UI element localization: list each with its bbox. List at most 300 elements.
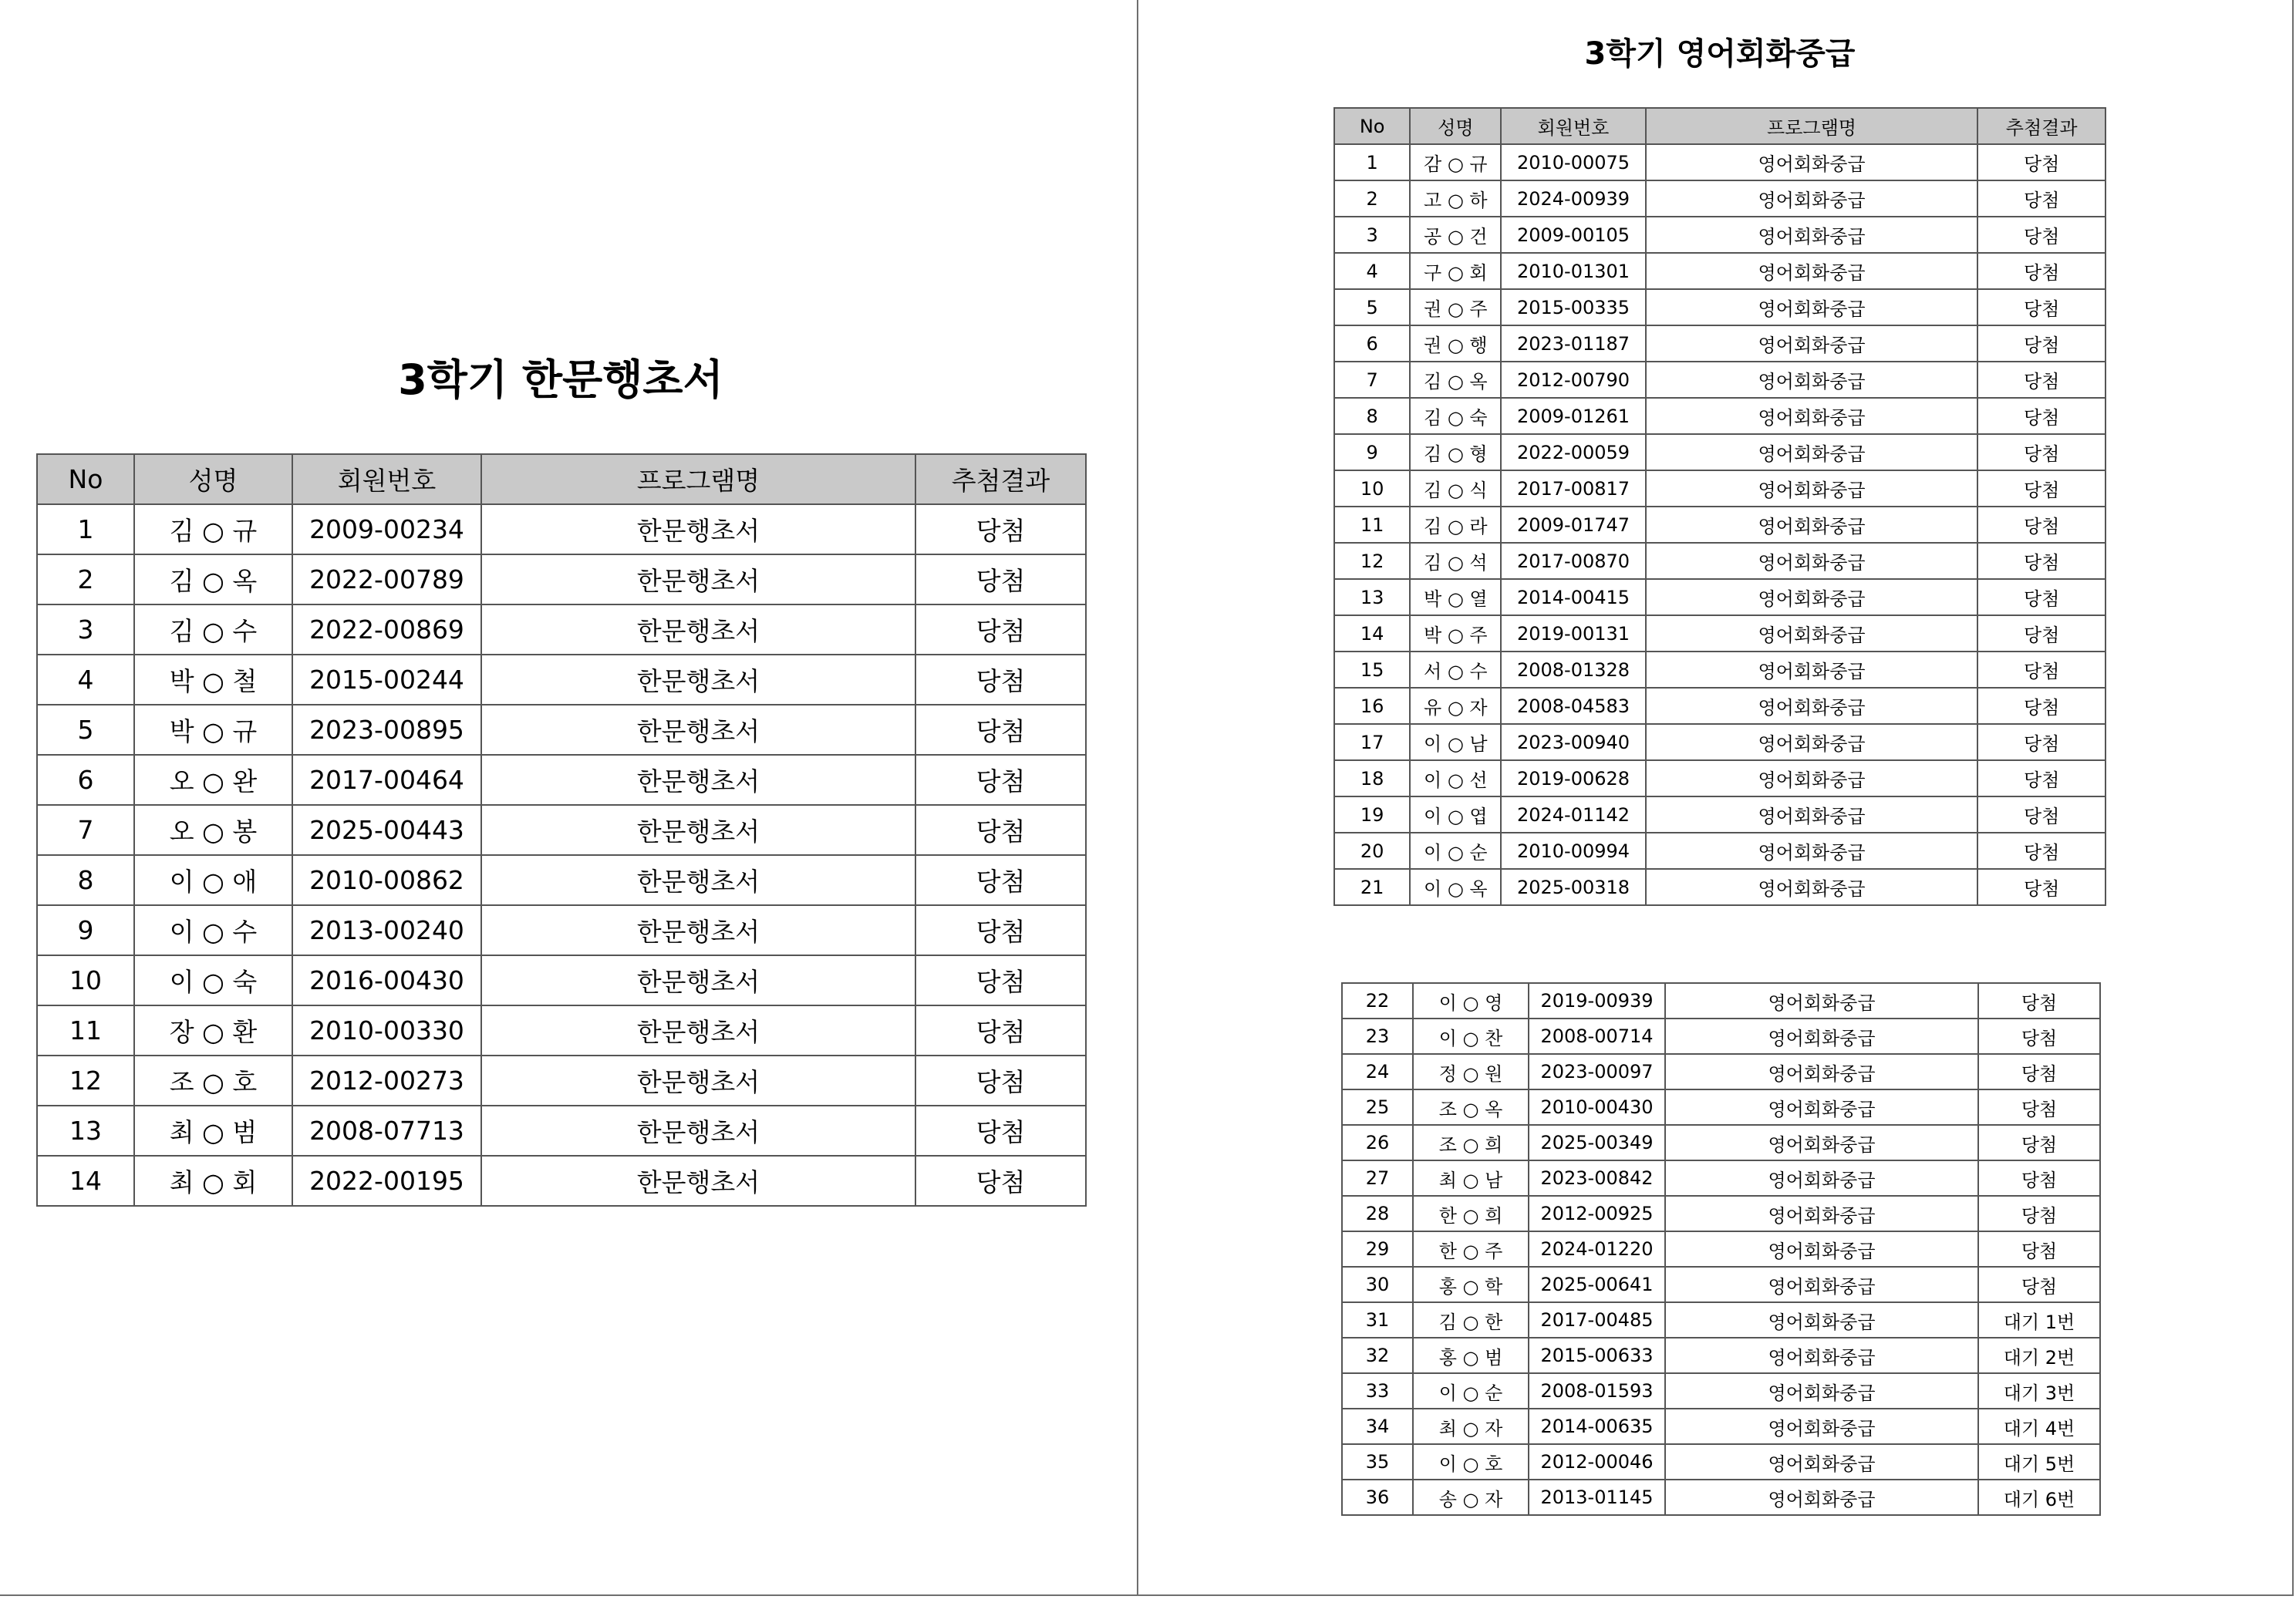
- cell-program: 영어회화중급: [1646, 833, 1978, 869]
- cell-program: 영어회화중급: [1665, 1054, 1978, 1089]
- column-header-result: 추첨결과: [915, 454, 1086, 504]
- cell-program: 한문행초서: [481, 905, 915, 955]
- cell-program: 영어회화중급: [1646, 507, 1978, 543]
- cell-result: 당첨: [1977, 398, 2106, 434]
- cell-member-id: 2008-04583: [1501, 688, 1645, 724]
- cell-result: 당첨: [915, 1005, 1086, 1056]
- cell-program: 영어회화중급: [1646, 579, 1978, 615]
- cell-name: 조 ○ 옥: [1413, 1089, 1529, 1125]
- cell-member-id: 2016-00430: [292, 955, 481, 1005]
- cell-no: 21: [1334, 869, 1410, 905]
- cell-result: 당첨: [1977, 688, 2106, 724]
- cell-no: 13: [37, 1106, 134, 1156]
- cell-name: 유 ○ 자: [1410, 688, 1501, 724]
- cell-program: 영어회화중급: [1646, 760, 1978, 796]
- cell-name: 이 ○ 옥: [1410, 869, 1501, 905]
- cell-result: 당첨: [1977, 760, 2106, 796]
- cell-no: 22: [1342, 983, 1413, 1019]
- cell-name: 고 ○ 하: [1410, 180, 1501, 217]
- cell-program: 영어회화중급: [1646, 796, 1978, 833]
- table-row: [1342, 983, 2100, 1019]
- cell-no: 27: [1342, 1160, 1413, 1196]
- cell-result: 당첨: [915, 554, 1086, 604]
- cell-result: 당첨: [1977, 180, 2106, 217]
- cell-no: 9: [37, 905, 134, 955]
- cell-no: 4: [1334, 253, 1410, 289]
- table-row: [37, 604, 1086, 655]
- cell-result: 당첨: [915, 504, 1086, 554]
- cell-no: 31: [1342, 1302, 1413, 1338]
- cell-program: 영어회화중급: [1665, 1267, 1978, 1302]
- cell-no: 15: [1334, 652, 1410, 688]
- column-header-member-id: 회원번호: [1501, 108, 1645, 144]
- cell-no: 12: [1334, 543, 1410, 579]
- table-row: [1334, 760, 2106, 796]
- cell-program: 영어회화중급: [1646, 543, 1978, 579]
- cell-program: 영어회화중급: [1646, 217, 1978, 253]
- cell-no: 19: [1334, 796, 1410, 833]
- cell-member-id: 2019-00939: [1529, 983, 1665, 1019]
- cell-member-id: 2009-01747: [1501, 507, 1645, 543]
- table-row: [1334, 724, 2106, 760]
- cell-program: 영어회화중급: [1646, 869, 1978, 905]
- left-page-title: 3학기 한문행초서: [398, 355, 723, 404]
- table-row: [37, 905, 1086, 955]
- cell-member-id: 2010-00862: [292, 855, 481, 905]
- table-row: [1334, 144, 2106, 180]
- cell-no: 17: [1334, 724, 1410, 760]
- table-row: [1342, 1409, 2100, 1444]
- cell-result: 당첨: [1977, 869, 2106, 905]
- cell-program: 한문행초서: [481, 955, 915, 1005]
- table-row: [1334, 253, 2106, 289]
- cell-name: 이 ○ 찬: [1413, 1019, 1529, 1054]
- cell-no: 1: [1334, 144, 1410, 180]
- cell-no: 24: [1342, 1054, 1413, 1089]
- cell-result: 당첨: [915, 705, 1086, 755]
- cell-result: 당첨: [1977, 652, 2106, 688]
- cell-result: 대기 3번: [1978, 1373, 2100, 1409]
- cell-program: 영어회화중급: [1646, 253, 1978, 289]
- cell-member-id: 2017-00485: [1529, 1302, 1665, 1338]
- cell-member-id: 2009-00234: [292, 504, 481, 554]
- cell-member-id: 2010-00994: [1501, 833, 1645, 869]
- cell-result: 당첨: [1978, 1054, 2100, 1089]
- table-row: [1334, 869, 2106, 905]
- cell-no: 9: [1334, 434, 1410, 470]
- cell-name: 홍 ○ 범: [1413, 1338, 1529, 1373]
- cell-result: 당첨: [915, 1056, 1086, 1106]
- right-page-title: 3학기 영어회화중급: [1584, 36, 1856, 72]
- column-header-no: No: [1334, 108, 1410, 144]
- cell-no: 36: [1342, 1480, 1413, 1515]
- cell-result: 당첨: [1977, 253, 2106, 289]
- cell-result: 당첨: [915, 755, 1086, 805]
- cell-member-id: 2012-00046: [1529, 1444, 1665, 1480]
- cell-member-id: 2023-01187: [1501, 325, 1645, 362]
- cell-name: 이 ○ 숙: [134, 955, 292, 1005]
- cell-name: 이 ○ 순: [1410, 833, 1501, 869]
- cell-no: 29: [1342, 1231, 1413, 1267]
- table-row: [1334, 470, 2106, 507]
- table-row: [1334, 362, 2106, 398]
- table-row: [1342, 1019, 2100, 1054]
- table-body: [1334, 144, 2106, 905]
- cell-member-id: 2025-00443: [292, 805, 481, 855]
- cell-program: 영어회화중급: [1665, 1125, 1978, 1160]
- cell-name: 박 ○ 철: [134, 655, 292, 705]
- cell-result: 당첨: [915, 1156, 1086, 1206]
- cell-no: 25: [1342, 1089, 1413, 1125]
- right-results-table-part2: [1341, 982, 2101, 1516]
- cell-member-id: 2013-01145: [1529, 1480, 1665, 1515]
- cell-result: 당첨: [1977, 217, 2106, 253]
- cell-result: 대기 6번: [1978, 1480, 2100, 1515]
- table-row: [37, 805, 1086, 855]
- cell-name: 이 ○ 엽: [1410, 796, 1501, 833]
- cell-no: 26: [1342, 1125, 1413, 1160]
- cell-result: 당첨: [1977, 362, 2106, 398]
- cell-program: 영어회화중급: [1665, 1089, 1978, 1125]
- table-row: [1334, 652, 2106, 688]
- cell-no: 1: [37, 504, 134, 554]
- cell-no: 11: [37, 1005, 134, 1056]
- table-row: [1334, 688, 2106, 724]
- cell-name: 이 ○ 호: [1413, 1444, 1529, 1480]
- cell-name: 이 ○ 영: [1413, 983, 1529, 1019]
- table-row: [37, 554, 1086, 604]
- cell-name: 김 ○ 옥: [1410, 362, 1501, 398]
- cell-no: 14: [37, 1156, 134, 1206]
- cell-name: 조 ○ 호: [134, 1056, 292, 1106]
- cell-member-id: 2009-00105: [1501, 217, 1645, 253]
- cell-no: 2: [37, 554, 134, 604]
- cell-name: 이 ○ 애: [134, 855, 292, 905]
- cell-name: 이 ○ 선: [1410, 760, 1501, 796]
- table-row: [1334, 180, 2106, 217]
- cell-name: 한 ○ 주: [1413, 1231, 1529, 1267]
- cell-result: 당첨: [1977, 833, 2106, 869]
- cell-no: 3: [1334, 217, 1410, 253]
- cell-no: 4: [37, 655, 134, 705]
- cell-program: 영어회화중급: [1665, 1480, 1978, 1515]
- cell-result: 당첨: [1978, 1019, 2100, 1054]
- cell-program: 영어회화중급: [1665, 1409, 1978, 1444]
- cell-name: 최 ○ 회: [134, 1156, 292, 1206]
- column-header-name: 성명: [134, 454, 292, 504]
- cell-program: 한문행초서: [481, 855, 915, 905]
- cell-no: 12: [37, 1056, 134, 1106]
- cell-program: 영어회화중급: [1665, 1196, 1978, 1231]
- cell-no: 8: [37, 855, 134, 905]
- cell-program: 영어회화중급: [1665, 1302, 1978, 1338]
- cell-member-id: 2019-00628: [1501, 760, 1645, 796]
- cell-name: 조 ○ 희: [1413, 1125, 1529, 1160]
- cell-no: 7: [37, 805, 134, 855]
- cell-name: 박 ○ 주: [1410, 615, 1501, 652]
- cell-member-id: 2025-00349: [1529, 1125, 1665, 1160]
- table-row: [1342, 1231, 2100, 1267]
- cell-member-id: 2017-00464: [292, 755, 481, 805]
- cell-program: 영어회화중급: [1665, 1160, 1978, 1196]
- cell-no: 20: [1334, 833, 1410, 869]
- table-row: [37, 1156, 1086, 1206]
- cell-result: 당첨: [1977, 543, 2106, 579]
- table-row: [1342, 1444, 2100, 1480]
- cell-no: 34: [1342, 1409, 1413, 1444]
- cell-result: 당첨: [1977, 325, 2106, 362]
- cell-program: 영어회화중급: [1665, 1231, 1978, 1267]
- cell-member-id: 2017-00870: [1501, 543, 1645, 579]
- cell-program: 영어회화중급: [1646, 180, 1978, 217]
- cell-result: 당첨: [915, 905, 1086, 955]
- cell-result: 당첨: [1977, 796, 2106, 833]
- header-row: [37, 454, 1086, 504]
- table-row: [37, 1106, 1086, 1156]
- cell-program: 영어회화중급: [1646, 398, 1978, 434]
- cell-name: 김 ○ 한: [1413, 1302, 1529, 1338]
- cell-result: 당첨: [1978, 1231, 2100, 1267]
- cell-name: 권 ○ 주: [1410, 289, 1501, 325]
- cell-member-id: 2015-00244: [292, 655, 481, 705]
- cell-member-id: 2023-00842: [1529, 1160, 1665, 1196]
- cell-program: 영어회화중급: [1646, 289, 1978, 325]
- cell-no: 3: [37, 604, 134, 655]
- cell-member-id: 2024-01220: [1529, 1231, 1665, 1267]
- cell-member-id: 2012-00790: [1501, 362, 1645, 398]
- cell-name: 김 ○ 석: [1410, 543, 1501, 579]
- cell-program: 영어회화중급: [1665, 1019, 1978, 1054]
- cell-no: 10: [37, 955, 134, 1005]
- cell-name: 최 ○ 남: [1413, 1160, 1529, 1196]
- cell-member-id: 2022-00869: [292, 604, 481, 655]
- cell-result: 당첨: [915, 955, 1086, 1005]
- cell-program: 영어회화중급: [1646, 362, 1978, 398]
- table-row: [1342, 1125, 2100, 1160]
- cell-program: 영어회화중급: [1646, 325, 1978, 362]
- cell-name: 장 ○ 환: [134, 1005, 292, 1056]
- table-row: [37, 855, 1086, 905]
- cell-no: 5: [1334, 289, 1410, 325]
- cell-no: 18: [1334, 760, 1410, 796]
- cell-name: 김 ○ 숙: [1410, 398, 1501, 434]
- cell-member-id: 2024-01142: [1501, 796, 1645, 833]
- cell-member-id: 2014-00415: [1501, 579, 1645, 615]
- cell-member-id: 2025-00641: [1529, 1267, 1665, 1302]
- cell-name: 홍 ○ 학: [1413, 1267, 1529, 1302]
- cell-no: 10: [1334, 470, 1410, 507]
- cell-name: 이 ○ 순: [1413, 1373, 1529, 1409]
- cell-no: 11: [1334, 507, 1410, 543]
- table-row: [1334, 507, 2106, 543]
- cell-no: 8: [1334, 398, 1410, 434]
- cell-no: 13: [1334, 579, 1410, 615]
- cell-result: 당첨: [915, 855, 1086, 905]
- cell-result: 당첨: [915, 655, 1086, 705]
- cell-member-id: 2022-00195: [292, 1156, 481, 1206]
- cell-result: 당첨: [1978, 1125, 2100, 1160]
- cell-name: 서 ○ 수: [1410, 652, 1501, 688]
- table-row: [37, 1005, 1086, 1056]
- cell-result: 당첨: [915, 604, 1086, 655]
- table-body: [37, 504, 1086, 1206]
- table-row: [1334, 434, 2106, 470]
- cell-member-id: 2015-00335: [1501, 289, 1645, 325]
- cell-program: 영어회화중급: [1665, 983, 1978, 1019]
- cell-member-id: 2008-01593: [1529, 1373, 1665, 1409]
- cell-program: 한문행초서: [481, 705, 915, 755]
- cell-program: 한문행초서: [481, 1005, 915, 1056]
- cell-program: 영어회화중급: [1665, 1444, 1978, 1480]
- table-row: [1342, 1196, 2100, 1231]
- cell-result: 당첨: [1978, 1089, 2100, 1125]
- cell-member-id: 2012-00273: [292, 1056, 481, 1106]
- right-results-table-part1: [1333, 107, 2106, 906]
- cell-result: 당첨: [1977, 434, 2106, 470]
- cell-no: 2: [1334, 180, 1410, 217]
- cell-result: 당첨: [915, 1106, 1086, 1156]
- cell-program: 한문행초서: [481, 805, 915, 855]
- cell-name: 오 ○ 완: [134, 755, 292, 805]
- cell-name: 정 ○ 원: [1413, 1054, 1529, 1089]
- column-header-program: 프로그램명: [1646, 108, 1978, 144]
- cell-program: 영어회화중급: [1665, 1338, 1978, 1373]
- cell-program: 영어회화중급: [1646, 615, 1978, 652]
- cell-no: 5: [37, 705, 134, 755]
- cell-no: 35: [1342, 1444, 1413, 1480]
- cell-no: 30: [1342, 1267, 1413, 1302]
- table-body: [1342, 983, 2100, 1515]
- cell-member-id: 2023-00097: [1529, 1054, 1665, 1089]
- cell-member-id: 2010-00430: [1529, 1089, 1665, 1125]
- table-row: [1342, 1373, 2100, 1409]
- column-header-member-id: 회원번호: [292, 454, 481, 504]
- cell-member-id: 2015-00633: [1529, 1338, 1665, 1373]
- cell-program: 영어회화중급: [1646, 724, 1978, 760]
- cell-name: 오 ○ 봉: [134, 805, 292, 855]
- cell-result: 당첨: [1977, 289, 2106, 325]
- cell-result: 당첨: [915, 805, 1086, 855]
- table-row: [37, 755, 1086, 805]
- header-row: [1334, 108, 2106, 144]
- table-row: [1334, 796, 2106, 833]
- cell-program: 한문행초서: [481, 655, 915, 705]
- cell-name: 김 ○ 수: [134, 604, 292, 655]
- cell-name: 감 ○ 규: [1410, 144, 1501, 180]
- cell-name: 김 ○ 규: [134, 504, 292, 554]
- cell-program: 한문행초서: [481, 1056, 915, 1106]
- cell-member-id: 2010-00075: [1501, 144, 1645, 180]
- cell-program: 한문행초서: [481, 554, 915, 604]
- cell-program: 영어회화중급: [1646, 470, 1978, 507]
- cell-program: 한문행초서: [481, 1156, 915, 1206]
- cell-member-id: 2019-00131: [1501, 615, 1645, 652]
- column-header-result: 추첨결과: [1977, 108, 2106, 144]
- cell-member-id: 2010-00330: [292, 1005, 481, 1056]
- cell-no: 7: [1334, 362, 1410, 398]
- table-row: [1334, 579, 2106, 615]
- cell-member-id: 2023-00940: [1501, 724, 1645, 760]
- cell-no: 33: [1342, 1373, 1413, 1409]
- cell-program: 한문행초서: [481, 504, 915, 554]
- cell-member-id: 2022-00789: [292, 554, 481, 604]
- cell-result: 대기 4번: [1978, 1409, 2100, 1444]
- cell-result: 당첨: [1977, 507, 2106, 543]
- cell-program: 영어회화중급: [1646, 688, 1978, 724]
- cell-program: 영어회화중급: [1646, 144, 1978, 180]
- table-row: [37, 1056, 1086, 1106]
- cell-result: 당첨: [1977, 144, 2106, 180]
- table-row: [1342, 1089, 2100, 1125]
- cell-no: 16: [1334, 688, 1410, 724]
- table-row: [1334, 289, 2106, 325]
- cell-program: 한문행초서: [481, 755, 915, 805]
- table-row: [1334, 398, 2106, 434]
- cell-program: 한문행초서: [481, 604, 915, 655]
- cell-result: 당첨: [1978, 983, 2100, 1019]
- cell-name: 김 ○ 라: [1410, 507, 1501, 543]
- page-divider: [1137, 0, 1138, 1596]
- cell-name: 박 ○ 열: [1410, 579, 1501, 615]
- table-row: [37, 705, 1086, 755]
- cell-name: 송 ○ 자: [1413, 1480, 1529, 1515]
- cell-member-id: 2022-00059: [1501, 434, 1645, 470]
- cell-no: 23: [1342, 1019, 1413, 1054]
- cell-member-id: 2009-01261: [1501, 398, 1645, 434]
- cell-member-id: 2024-00939: [1501, 180, 1645, 217]
- cell-member-id: 2008-01328: [1501, 652, 1645, 688]
- cell-member-id: 2010-01301: [1501, 253, 1645, 289]
- cell-name: 김 ○ 옥: [134, 554, 292, 604]
- table-row: [1342, 1480, 2100, 1515]
- cell-member-id: 2023-00895: [292, 705, 481, 755]
- cell-member-id: 2008-00714: [1529, 1019, 1665, 1054]
- table-row: [1342, 1267, 2100, 1302]
- cell-no: 14: [1334, 615, 1410, 652]
- cell-member-id: 2025-00318: [1501, 869, 1645, 905]
- table-row: [37, 504, 1086, 554]
- cell-name: 구 ○ 회: [1410, 253, 1501, 289]
- cell-member-id: 2012-00925: [1529, 1196, 1665, 1231]
- cell-no: 6: [37, 755, 134, 805]
- table-header: [37, 454, 1086, 504]
- left-results-table: [36, 453, 1087, 1207]
- cell-result: 당첨: [1977, 579, 2106, 615]
- table-row: [37, 655, 1086, 705]
- table-row: [1342, 1338, 2100, 1373]
- column-header-no: No: [37, 454, 134, 504]
- cell-result: 당첨: [1978, 1196, 2100, 1231]
- cell-program: 영어회화중급: [1646, 652, 1978, 688]
- cell-name: 권 ○ 행: [1410, 325, 1501, 362]
- table-row: [1334, 217, 2106, 253]
- cell-result: 당첨: [1977, 615, 2106, 652]
- table-header: [1334, 108, 2106, 144]
- table-row: [1334, 543, 2106, 579]
- cell-name: 김 ○ 식: [1410, 470, 1501, 507]
- table-row: [1334, 615, 2106, 652]
- cell-name: 김 ○ 형: [1410, 434, 1501, 470]
- cell-name: 박 ○ 규: [134, 705, 292, 755]
- cell-name: 이 ○ 수: [134, 905, 292, 955]
- column-header-name: 성명: [1410, 108, 1501, 144]
- cell-result: 당첨: [1978, 1160, 2100, 1196]
- cell-name: 공 ○ 건: [1410, 217, 1501, 253]
- cell-member-id: 2013-00240: [292, 905, 481, 955]
- page-bottom-edge: [0, 1594, 2294, 1596]
- column-header-program: 프로그램명: [481, 454, 915, 504]
- table-row: [37, 955, 1086, 1005]
